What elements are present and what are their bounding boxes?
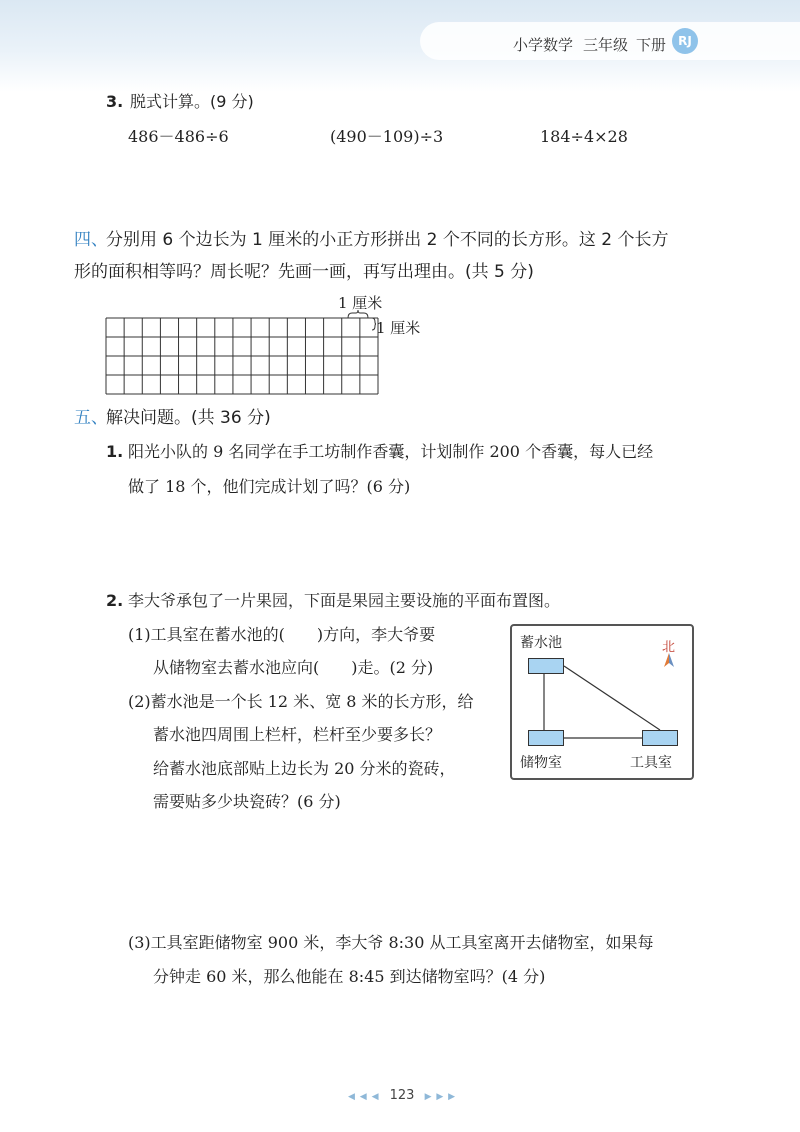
orchard-map [510, 624, 694, 780]
section-5-number: 五、 [74, 408, 108, 428]
map-north-label: 北 [662, 640, 676, 655]
p1-line-2: 做了 18 个，他们完成计划了吗？(6 分) [128, 477, 411, 496]
grid-label-right: 1 厘米 [376, 319, 421, 337]
p1-line-1: 阳光小队的 9 名同学在手工坊制作香囊，计划制作 200 个香囊，每人已经 [128, 442, 654, 461]
north-arrow-icon [662, 652, 676, 668]
map-label-tool: 工具室 [630, 755, 672, 771]
p1-number: 1. [106, 442, 124, 461]
map-tool-box [642, 730, 678, 746]
unit-brackets [346, 310, 376, 334]
q3-number: 3. [106, 92, 124, 111]
right-arrows-icon: ▶ ▶ ▶ [424, 1092, 457, 1102]
q3-expr-3: 184÷4×28 [540, 127, 628, 146]
map-label-pool: 蓄水池 [520, 635, 562, 651]
left-arrows-icon: ◀ ◀ ◀ [348, 1092, 380, 1102]
p2-b-line-1: (2)蓄水池是一个长 12 米、宽 8 米的长方形，给 [128, 692, 474, 711]
page-footer [348, 1088, 456, 1103]
p2-b-line-2: 蓄水池四周围上栏杆，栏杆至少要多长？ [153, 725, 442, 744]
square-grid [105, 317, 380, 395]
q3-expr-1: 486－486÷6 [128, 127, 229, 146]
header-volume: 下册 [636, 36, 667, 54]
p2-c-line-1: (3)工具室距储物室 900 米，李大爷 8:30 从工具室离开去储物室，如果每 [128, 933, 654, 952]
p2-a-line-1: (1)工具室在蓄水池的( )方向，李大爷要 [128, 625, 436, 644]
header-subject: 小学数学 [513, 36, 574, 54]
grid-label-top: 1 厘米 [338, 294, 383, 312]
section-4-line-1: 分别用 6 个边长为 1 厘米的小正方形拼出 2 个不同的长方形。这 2 个长方 [106, 230, 669, 250]
p2-b-line-4: 需要贴多少块瓷砖？(6 分) [153, 792, 341, 811]
map-storage-box [528, 730, 564, 746]
p2-number: 2. [106, 591, 124, 610]
section-4-number: 四、 [74, 230, 108, 250]
edition-badge: RJ [672, 28, 698, 54]
map-label-storage: 储物室 [520, 755, 562, 771]
map-pool-box [528, 658, 564, 674]
p2-c-line-2: 分钟走 60 米，那么他能在 8:45 到达储物室吗？(4 分) [153, 967, 546, 986]
q3-title: 脱式计算。(9 分) [130, 92, 254, 111]
p2-b-line-3: 给蓄水池底部贴上边长为 20 分米的瓷砖， [153, 759, 456, 778]
section-5-title: 解决问题。(共 36 分) [106, 408, 271, 428]
q3-expr-2: (490－109)÷3 [330, 127, 444, 146]
header-grade: 三年级 [583, 36, 629, 54]
page-number: 123 [389, 1088, 415, 1103]
p2-intro: 李大爷承包了一片果园，下面是果园主要设施的平面布置图。 [128, 591, 561, 610]
p2-a-line-2: 从储物室去蓄水池应向( )走。(2 分) [153, 658, 434, 677]
section-4-line-2: 形的面积相等吗？周长呢？先画一画，再写出理由。(共 5 分) [74, 262, 534, 282]
